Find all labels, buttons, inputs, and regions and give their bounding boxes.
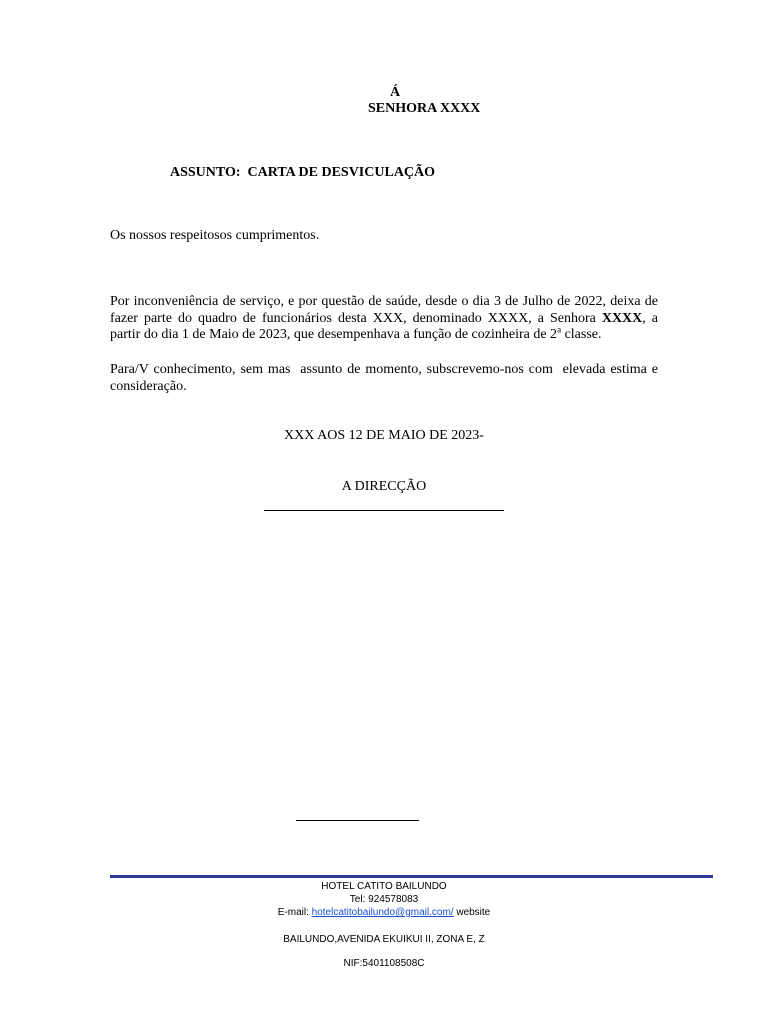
footer-address: BAILUNDO,AVENIDA EKUIKUI II, ZONA E, Z [283, 934, 485, 945]
place-and-date [0, 428, 768, 444]
body-superscript: a [557, 324, 562, 335]
footer-email-prefix: E-mail: [277, 907, 312, 918]
footer-email-suffix: website [453, 907, 491, 918]
recipient-prefix: Á [390, 85, 401, 100]
body-bold-name: XXXX [601, 310, 643, 326]
closing-paragraph: Para/V conhecimento, sem mas assunto de momento, subscrevemo-nos com elevada estima e consideração. [110, 362, 662, 394]
recipient-name: SENHORA XXXX [368, 101, 481, 116]
footer-company: HOTEL CATITO BAILUNDO [321, 881, 447, 892]
footer-phone: Tel: 924578083 [349, 894, 419, 905]
secondary-signature-line [296, 820, 419, 821]
footer-divider [110, 875, 713, 878]
body-text-part3: classe. [561, 327, 602, 342]
body-text-part2: , a partir do dia 1 de Maio de 2023, que desempenhava a função de cozinheira de 2 [110, 310, 658, 342]
body-text-part1: Por inconveniência de serviço, e por questão de saúde, desde o dia 3 de Julho de 2022, deixa de fazer parte do quadro de funcionários desta XXX, denominado XXXX, a Senhora [110, 294, 658, 326]
signatory: A DIRECÇÃO [341, 479, 427, 494]
body-paragraph [110, 294, 658, 344]
greeting: Os nossos respeitosos cumprimentos. [110, 228, 320, 243]
subject-line: ASSUNTO: CARTA DE DESVICULAÇÃO [170, 165, 436, 180]
footer-nif: NIF:5401108508C [343, 958, 425, 969]
place-date-text: XXX AOS 12 DE MAIO DE 2023- [284, 428, 484, 443]
signature-line [264, 510, 504, 511]
footer-email-link[interactable]: hotelcatitobailundo@gmail.com/ [311, 907, 454, 918]
footer-email [0, 907, 768, 918]
